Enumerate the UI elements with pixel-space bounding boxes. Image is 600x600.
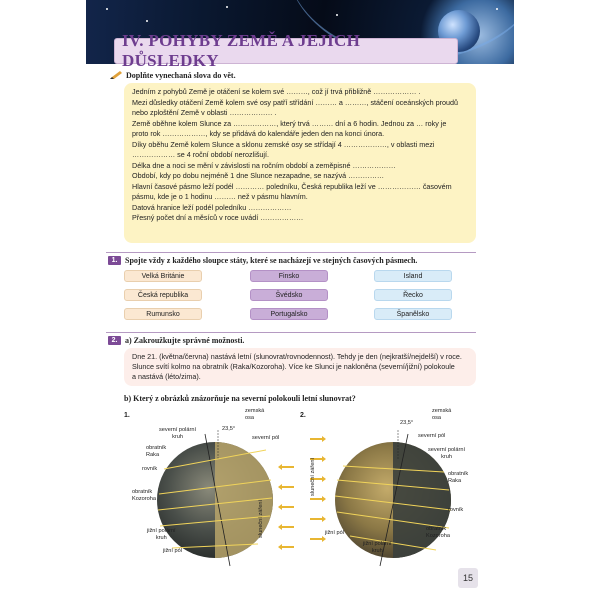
page-number: 15 (458, 568, 478, 588)
task2-number: 2. (108, 336, 121, 345)
pencil-icon (110, 71, 122, 80)
fig2-antarctic-label: jižní polární kruh (363, 541, 392, 554)
fill-line: Přesný počet dní a měsíců v roce uvádí ……………… (132, 213, 304, 222)
country-pill[interactable]: Česká republika (124, 289, 202, 301)
fill-line: Díky oběhu Země kolem Slunce a sklonu zemské osy se střídají 4 ………………, v oblasti mezi (132, 139, 435, 149)
country-pill[interactable]: Island (374, 270, 452, 282)
fill-in-instruction: Doplňte vynechaná slova do vět. (126, 71, 236, 80)
fig1-sunlight-label: sluneční záření (258, 500, 264, 538)
fill-line: Mezi důsledky otáčení Země kolem své osy patří střídání ……… a ………, stáčení oceánských proudů (132, 97, 458, 107)
sun-rays (278, 464, 294, 550)
country-pill[interactable]: Rumunsko (124, 308, 202, 320)
fill-line: Jedním z pohybů Země je otáčení se kolem své ………, což jí trvá přibližně ……………… . (132, 87, 421, 96)
fill-line: Období, kdy po dobu nejméně 1 dne Slunce nezapadne, se nazývá …………… (132, 171, 385, 180)
fig1-north-pole-label: severní pól (252, 435, 280, 441)
divider (106, 252, 476, 253)
star (146, 20, 148, 22)
fig2-sunlight-label: sluneční záření (310, 458, 316, 496)
divider (106, 332, 476, 333)
fig1-capricorn-label: obratník Kozoroha (132, 489, 156, 502)
task2-line: a nastává (léto/zima). (132, 372, 201, 382)
country-pill[interactable]: Velká Británie (124, 270, 202, 282)
fig1-axis-label: zemská osa (245, 408, 265, 421)
fig2-angle-label: 23,5° (400, 420, 414, 426)
task2-line: Slunce svítí kolmo na obratník (Raka/Kozoroha). Více ke Slunci je nakloněna (severní/jižní) polokoule (132, 362, 455, 372)
fill-line: Datová hranice leží podél poledníku ……………… (132, 202, 292, 212)
country-pill[interactable]: Řecko (374, 289, 452, 301)
task2-part-a: a) Zakroužkujte správné možnosti. (125, 336, 245, 345)
fig2-south-pole-label: jižní pól (325, 530, 344, 536)
fill-in-box (124, 83, 476, 243)
fill-line: proto rok ………………, kdy se přidává do kalendáře jeden den na konci února. (132, 129, 385, 138)
fill-line: Hlavní časové pásmo leží podél ………… poledníku, Česká republika leží ve ……………… časovém (132, 181, 452, 191)
task2-paragraph-box (124, 348, 476, 386)
fig2-cancer-label: obratník Raka (448, 471, 469, 484)
task2-part-b (124, 394, 356, 403)
chapter-title: IV. POHYBY ZEMĚ A JEJICH DŮSLEDKY (122, 31, 361, 70)
figure1-number: 1. (124, 412, 130, 419)
task2-header (108, 336, 244, 345)
figure2-number: 2. (300, 412, 306, 419)
fig1-south-pole-label: jižní pól (163, 548, 182, 554)
country-pill[interactable]: Švédsko (250, 289, 328, 301)
fill-in-header (110, 71, 236, 80)
task1-header (108, 256, 417, 265)
fig2-axis-label: zemská osa (432, 408, 452, 421)
fig1-antarctic-label: jižní polární kruh (147, 528, 176, 541)
star (496, 8, 498, 10)
chapter-title-box (114, 31, 458, 70)
task1-number: 1. (108, 256, 121, 265)
fig2-capricorn-label: obratník Kozoroha (426, 526, 450, 539)
fig2-equator-label: rovník (448, 507, 464, 513)
fig1-angle-label: 23,5° (222, 426, 236, 432)
fill-line: pásmu, kde je o 1 hodinu ……… než v pásmu hlavním. (132, 192, 308, 201)
country-pill[interactable]: Finsko (250, 270, 328, 282)
country-pill[interactable]: Portugalsko (250, 308, 328, 320)
star (226, 6, 228, 8)
fill-line: ……………… se 4 roční období nerozlišují. (132, 150, 270, 159)
task2-part-b-text: b) Který z obrázků znázorňuje na severní polokouli letní slunovrat? (124, 394, 356, 403)
fig2-north-pole-label: severní pól (418, 433, 446, 439)
star (106, 8, 108, 10)
task1-text: Spojte vždy z každého sloupce státy, které se nacházejí ve stejných časových pásmech. (125, 256, 418, 265)
fill-line: Země oběhne kolem Slunce za ………………, který trvá ……… dní a 6 hodin. Jednou za … roky je (132, 118, 447, 128)
country-pill[interactable]: Španělsko (374, 308, 452, 320)
fill-line: nebo zploštění Země v oblasti ……………… . (132, 108, 277, 117)
fig1-equator-label: rovník (142, 466, 158, 472)
fig1-arctic-label: severní polární kruh (159, 427, 197, 440)
star (336, 14, 338, 16)
fig2-arctic-label: severní polární kruh (428, 447, 466, 460)
task2-line: Dne 21. (května/června) nastává letní (slunovrat/rovnodennost). Tehdy je den (nejkratší/nejdelší) v roce. (132, 352, 462, 361)
fig1-cancer-label: obratník Raka (146, 445, 167, 458)
fill-line: Délka dne a noci se mění v závislosti na ročním období a zeměpisné ……………… (132, 160, 396, 170)
